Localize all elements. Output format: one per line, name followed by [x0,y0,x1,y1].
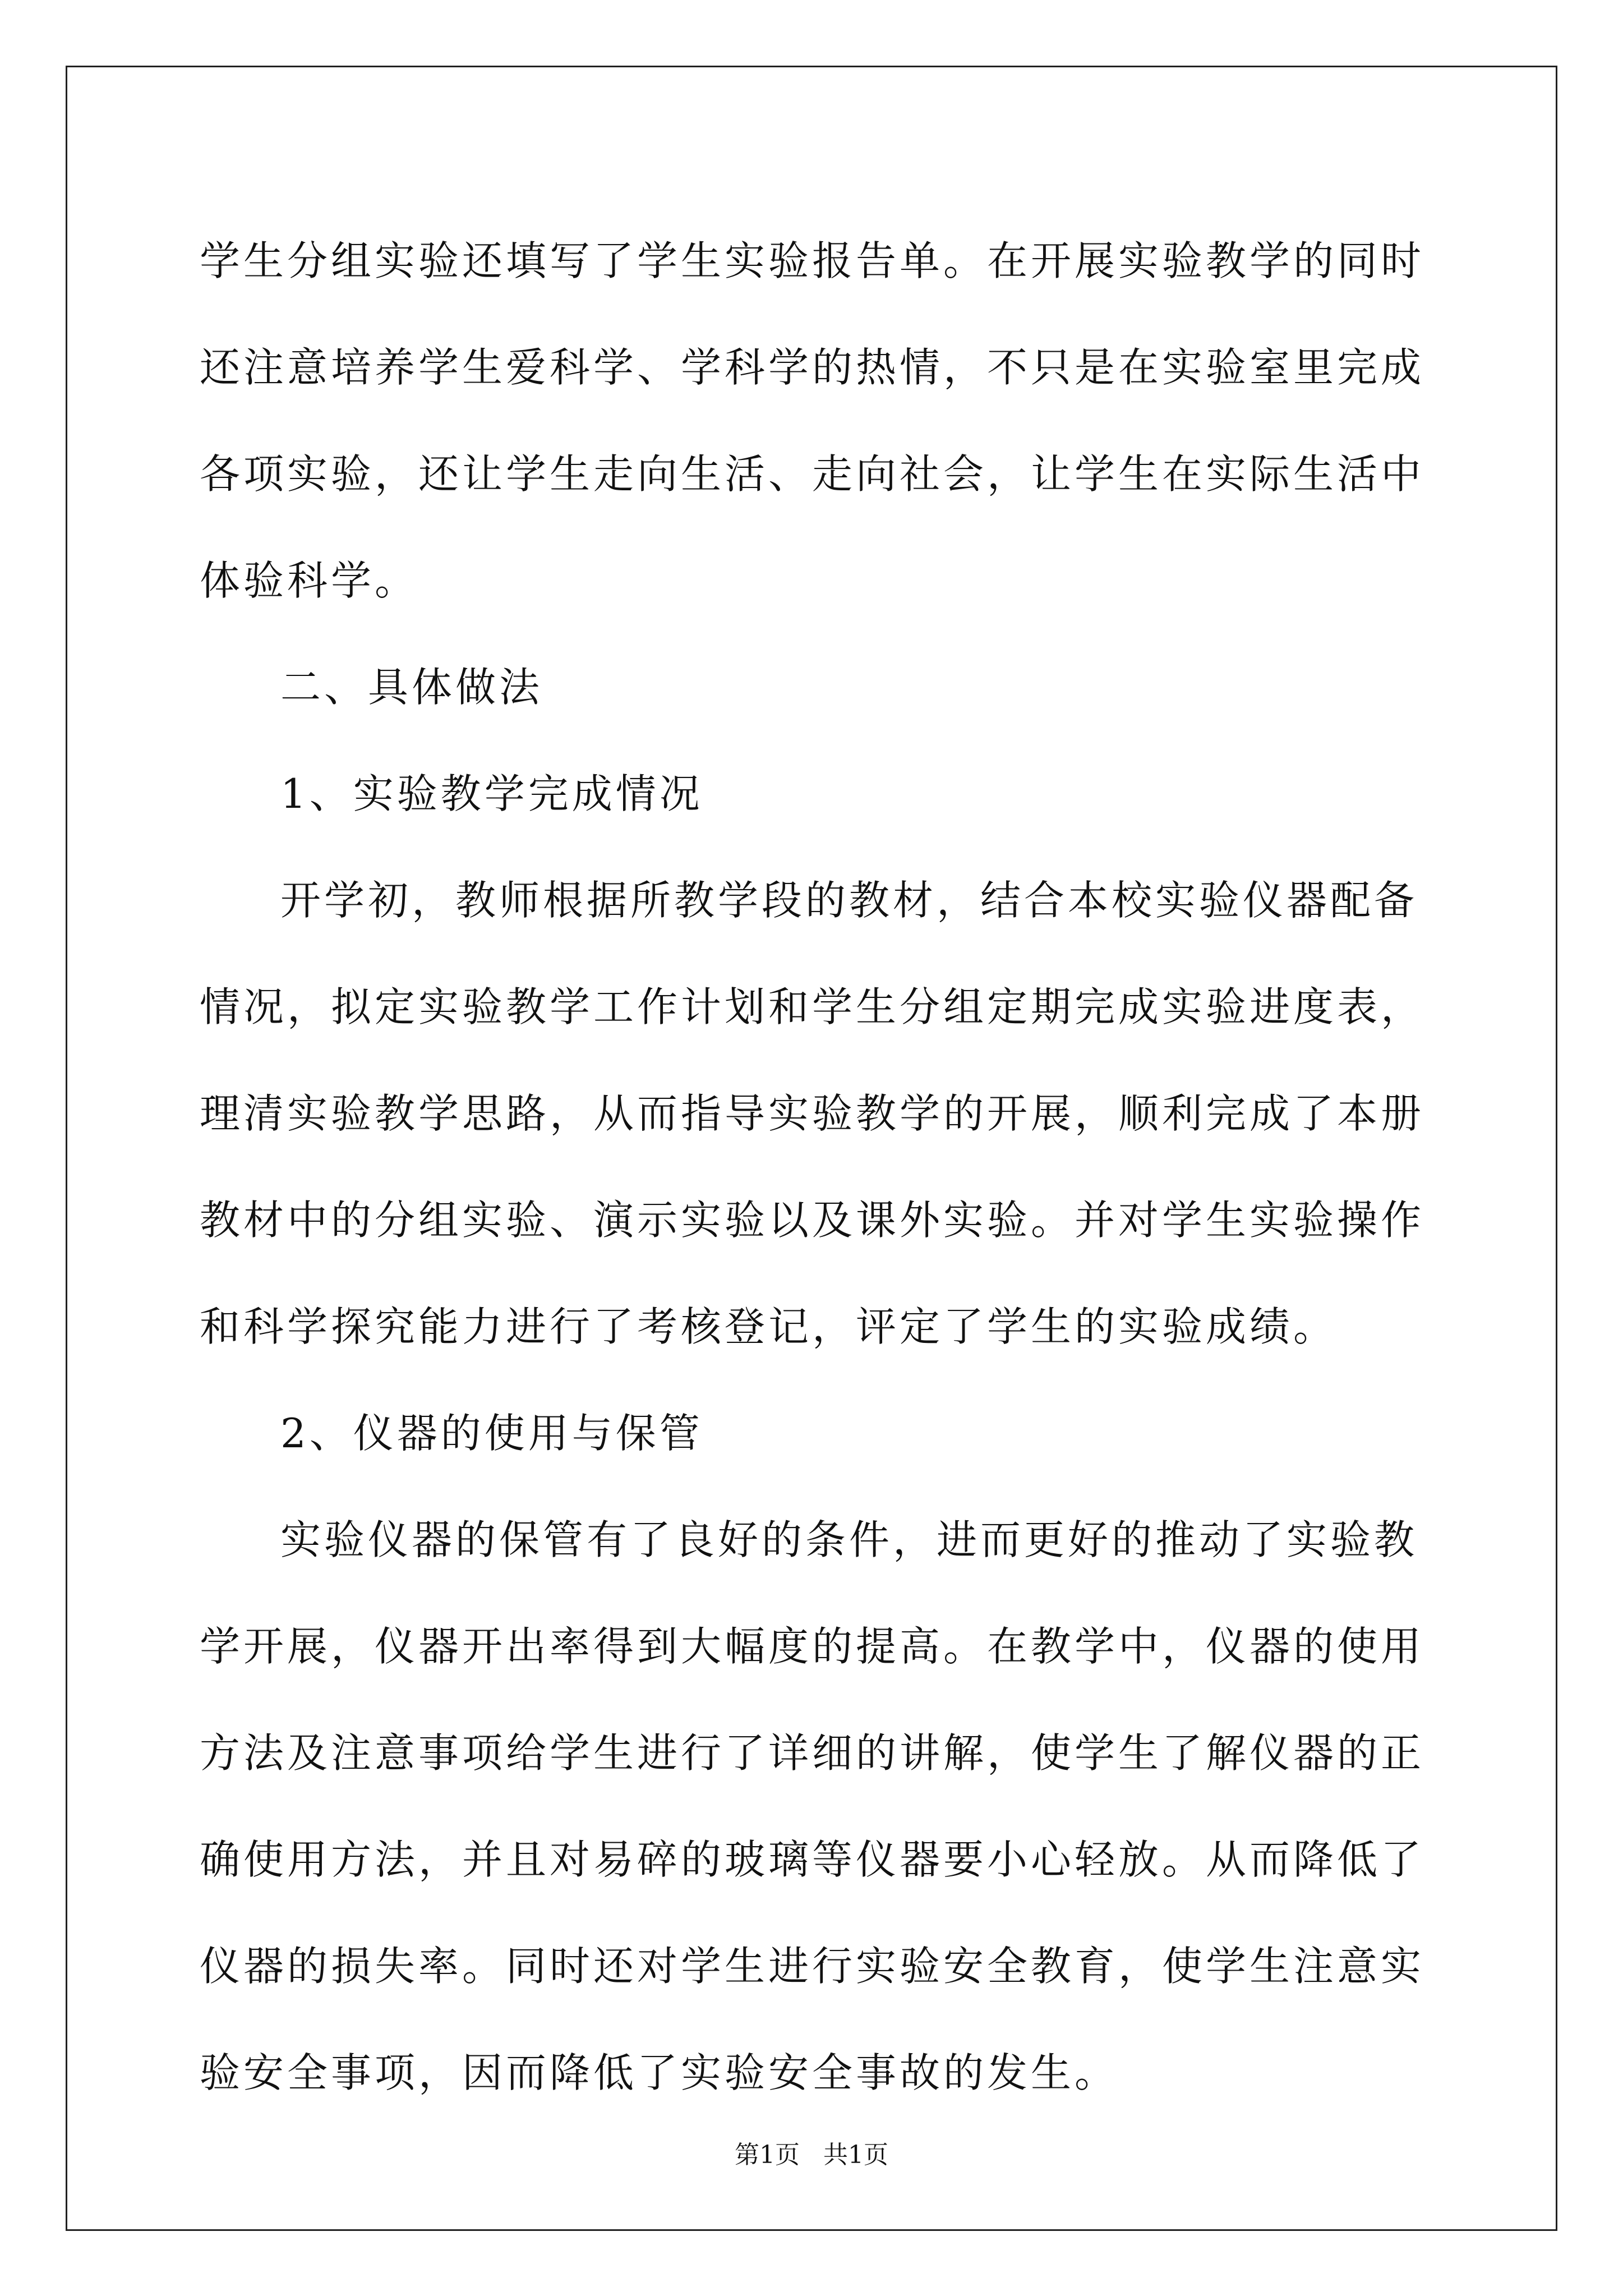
page-number-current: 第1页 [735,2141,800,2169]
subsection-heading-experiment-completion: 1、实验教学完成情况 [280,770,703,817]
section-heading-specific-methods: 二、具体做法 [280,664,543,711]
paragraph-instrument-use: 实验仪器的保管有了良好的条件，进而更好的推动了实验教学开展，仪器开出率得到大幅度的提高。在教学中，仪器的使用方法及注意事项给学生进行了详细的讲解，使学生了解仪器的正确使用方法，并且对易碎的玻璃等仪器要小心轻放。从而降低了仪器的损失率。同时还对学生进行实验安全教育，使学生注意实验安全事项，因而降低了实验安全事故的发生。 [200,1516,1425,2096]
subsection-heading-instrument-use: 2、仪器的使用与保管 [280,1410,703,1457]
page-footer [0,2138,1623,2172]
document-body [200,208,1433,2126]
page-number-total: 共1页 [823,2141,888,2169]
paragraph-continuation: 学生分组实验还填写了学生实验报告单。在开展实验教学的同时还注意培养学生爱科学、学科学的热情，不只是在实验室里完成各项实验，还让学生走向生活、走向社会，让学生在实际生活中体验科学。 [200,237,1425,604]
paragraph-experiment-completion: 开学初，教师根据所教学段的教材，结合本校实验仪器配备情况，拟定实验教学工作计划和学生分组定期完成实验进度表，理清实验教学思路，从而指导实验教学的开展，顺利完成了本册教材中的分组实验、演示实验以及课外实验。并对学生实验操作和科学探究能力进行了考核登记，评定了学生的实验成绩。 [200,877,1425,1350]
